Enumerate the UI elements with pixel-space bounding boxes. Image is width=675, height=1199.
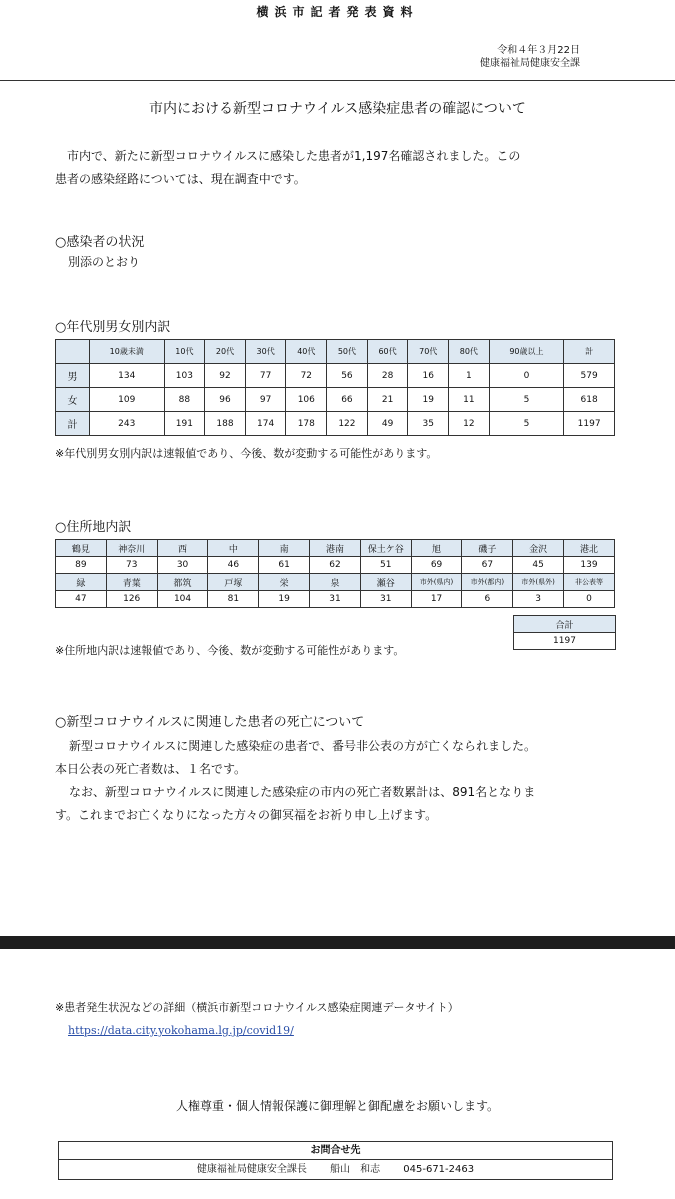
status-text: 別添のとおり [68, 255, 141, 269]
header-cell: 90歳以上 [489, 340, 564, 364]
area-table [55, 539, 615, 608]
table-cell: 19 [259, 591, 310, 608]
table-cell: 88 [164, 388, 205, 412]
header-cell: 50代 [327, 340, 368, 364]
privacy-notice: 人権尊重・個人情報保護に御理解と御配慮をお願いします。 [175, 1099, 500, 1113]
table-cell: 103 [164, 364, 205, 388]
table-cell: 579 [564, 364, 615, 388]
area-total-table [513, 615, 616, 650]
area-name-cell: 中 [208, 540, 259, 557]
data-site-link[interactable]: https://data.city.yokohama.lg.jp/covid19/ [68, 1024, 294, 1037]
header-cell [56, 340, 90, 364]
details-text: ※患者発生状況などの詳細（横浜市新型コロナウイルス感染症関連データサイト） [55, 1001, 459, 1014]
table-cell: 28 [367, 364, 408, 388]
table-row [56, 540, 615, 557]
death-line: す。これまでお亡くなりになった方々の御冥福をお祈り申し上げます。 [55, 808, 438, 822]
area-name-cell: 南 [259, 540, 310, 557]
total-label: 合計 [514, 616, 616, 633]
death-paragraph [55, 735, 630, 827]
area-name-cell: 鶴見 [56, 540, 107, 557]
table-cell: 67 [462, 557, 513, 574]
table-cell: 89 [56, 557, 107, 574]
contact-box [58, 1141, 613, 1180]
table-cell: 11 [449, 388, 490, 412]
table-cell: 188 [205, 412, 246, 436]
table-cell: 618 [564, 388, 615, 412]
table-cell: 3 [513, 591, 564, 608]
area-name-cell: 瀬谷 [360, 574, 411, 591]
header-cell: 30代 [245, 340, 286, 364]
table-cell: 5 [489, 388, 564, 412]
age-heading: ○年代別男女別内訳 [55, 320, 171, 335]
press-release-header: 横浜市記者発表資料 [256, 5, 419, 19]
death-line: 新型コロナウイルスに関連した感染症の患者で、番号非公表の方が亡くなられました。 [69, 739, 537, 753]
table-row [56, 574, 615, 591]
area-name-cell: 旭 [411, 540, 462, 557]
table-cell: 31 [310, 591, 361, 608]
header-cell: 40代 [286, 340, 327, 364]
table-cell: 61 [259, 557, 310, 574]
intro-paragraph [55, 145, 615, 191]
area-name-cell: 磯子 [462, 540, 513, 557]
table-cell: 56 [327, 364, 368, 388]
area-note: ※住所地内訳は速報値であり、今後、数が変動する可能性があります。 [55, 644, 405, 657]
total-value: 1197 [514, 633, 616, 650]
table-cell: 0 [564, 591, 615, 608]
area-name-cell: 青葉 [106, 574, 157, 591]
status-heading: ○感染者の状況 [55, 235, 145, 250]
area-name-cell: 市外(都内) [462, 574, 513, 591]
intro-line: 市内で、新たに新型コロナウイルスに感染した患者が1,197名確認されました。この [67, 149, 521, 163]
table-cell: 96 [205, 388, 246, 412]
table-cell: 106 [286, 388, 327, 412]
area-name-cell: 市外(県内) [411, 574, 462, 591]
page-title: 市内における新型コロナウイルス感染症患者の確認について [149, 101, 526, 117]
area-name-cell: 港南 [310, 540, 361, 557]
header-cell: 60代 [367, 340, 408, 364]
age-gender-table [55, 339, 615, 436]
table-cell: 12 [449, 412, 490, 436]
release-date: 令和４年３月22日 [497, 45, 580, 56]
table-cell: 49 [367, 412, 408, 436]
area-name-cell: 港北 [564, 540, 615, 557]
table-header-row [56, 340, 615, 364]
row-label: 男 [56, 364, 90, 388]
area-name-cell: 西 [157, 540, 208, 557]
table-cell: 19 [408, 388, 449, 412]
table-cell: 243 [90, 412, 165, 436]
table-cell: 35 [408, 412, 449, 436]
area-name-cell: 神奈川 [106, 540, 157, 557]
contact-dept: 健康福祉局健康安全課長 [196, 1164, 307, 1175]
area-name-cell: 市外(県外) [513, 574, 564, 591]
table-cell: 30 [157, 557, 208, 574]
area-name-cell: 都筑 [157, 574, 208, 591]
table-cell: 92 [205, 364, 246, 388]
table-cell: 174 [245, 412, 286, 436]
header-cell: 10代 [164, 340, 205, 364]
table-cell: 134 [90, 364, 165, 388]
contact-heading: お問合せ先 [59, 1142, 612, 1160]
table-cell: 6 [462, 591, 513, 608]
contact-body [59, 1160, 612, 1179]
table-row [56, 388, 615, 412]
table-cell: 46 [208, 557, 259, 574]
header-cell: 80代 [449, 340, 490, 364]
area-name-cell: 金沢 [513, 540, 564, 557]
header-cell: 70代 [408, 340, 449, 364]
table-row [56, 412, 615, 436]
table-cell: 1197 [564, 412, 615, 436]
death-line: 本日公表の死亡者数は、１名です。 [55, 762, 247, 776]
table-cell: 0 [489, 364, 564, 388]
area-name-cell: 緑 [56, 574, 107, 591]
area-name-cell: 戸塚 [208, 574, 259, 591]
table-cell: 122 [327, 412, 368, 436]
release-dept: 健康福祉局健康安全課 [480, 58, 580, 69]
table-cell: 66 [327, 388, 368, 412]
header-cell: 計 [564, 340, 615, 364]
header-cell: 10歳未満 [90, 340, 165, 364]
area-name-cell: 栄 [259, 574, 310, 591]
table-cell: 178 [286, 412, 327, 436]
table-cell: 17 [411, 591, 462, 608]
table-cell: 51 [360, 557, 411, 574]
death-heading: ○新型コロナウイルスに関連した患者の死亡について [55, 715, 365, 730]
table-cell: 109 [90, 388, 165, 412]
table-cell: 1 [449, 364, 490, 388]
death-line: なお、新型コロナウイルスに関連した感染症の市内の死亡者数累計は、891名となりま [69, 785, 536, 799]
header-cell: 20代 [205, 340, 246, 364]
age-note: ※年代別男女別内訳は速報値であり、今後、数が変動する可能性があります。 [55, 447, 438, 460]
contact-name: 船山 和志 [330, 1164, 381, 1175]
row-label: 女 [56, 388, 90, 412]
table-row [56, 557, 615, 574]
table-cell: 72 [286, 364, 327, 388]
table-cell: 21 [367, 388, 408, 412]
table-cell: 77 [245, 364, 286, 388]
table-cell: 69 [411, 557, 462, 574]
area-name-cell: 泉 [310, 574, 361, 591]
contact-phone: 045-671-2463 [403, 1164, 475, 1175]
table-cell: 31 [360, 591, 411, 608]
table-row [56, 364, 615, 388]
area-name-cell: 保土ケ谷 [360, 540, 411, 557]
table-cell: 97 [245, 388, 286, 412]
table-cell: 47 [56, 591, 107, 608]
table-cell: 81 [208, 591, 259, 608]
intro-line: 患者の感染経路については、現在調査中です。 [55, 172, 306, 186]
table-cell: 126 [106, 591, 157, 608]
release-meta [480, 44, 580, 70]
table-cell: 139 [564, 557, 615, 574]
table-row [56, 591, 615, 608]
table-cell: 62 [310, 557, 361, 574]
table-cell: 191 [164, 412, 205, 436]
table-cell: 16 [408, 364, 449, 388]
separator-band [0, 936, 675, 949]
table-cell: 45 [513, 557, 564, 574]
area-heading: ○住所地内訳 [55, 520, 132, 535]
header-divider [0, 80, 675, 81]
row-label: 計 [56, 412, 90, 436]
table-cell: 73 [106, 557, 157, 574]
table-cell: 104 [157, 591, 208, 608]
area-name-cell: 非公表等 [564, 574, 615, 591]
table-cell: 5 [489, 412, 564, 436]
